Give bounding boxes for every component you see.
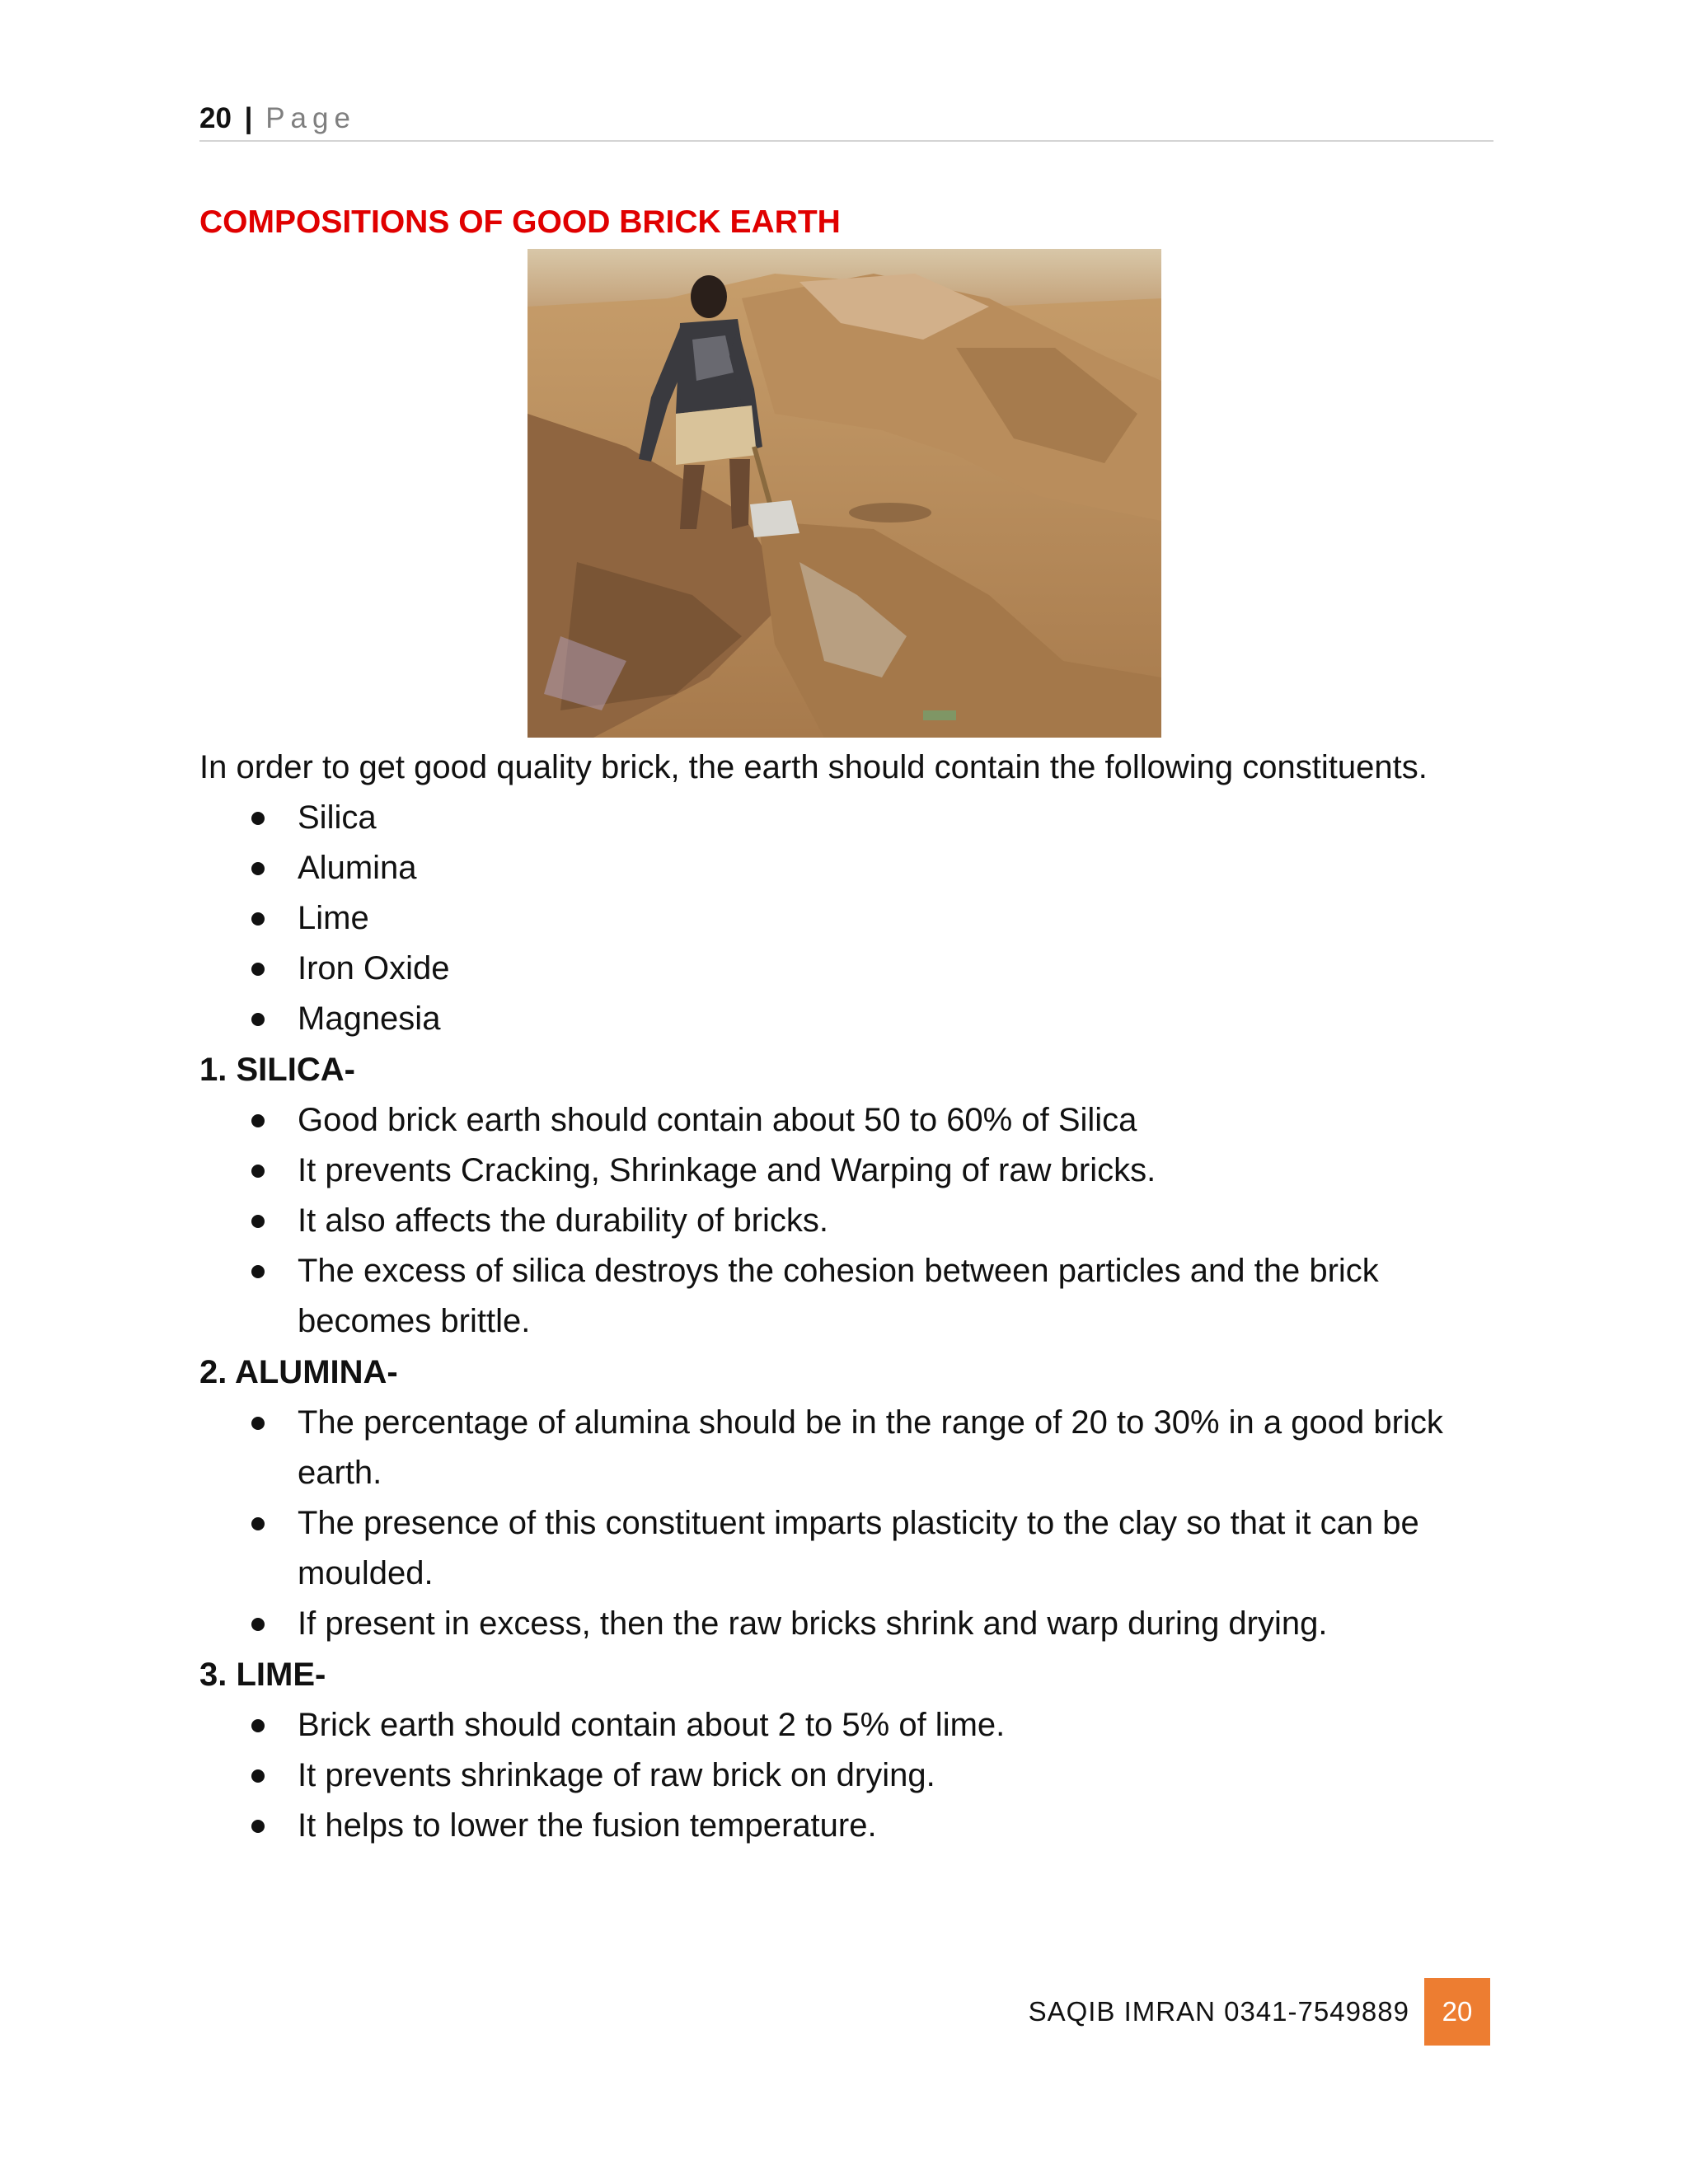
list-item: Iron Oxide [298,944,1485,994]
footer-page-number: 20 [1424,1978,1490,2046]
brick-earth-photo [528,249,1161,738]
page-footer [1029,1978,1490,2046]
silica-list [199,1095,1485,1347]
lime-heading: 3. LIME- [199,1657,326,1693]
silica-heading: 1. SILICA- [199,1052,355,1088]
alumina-heading: 2. ALUMINA- [199,1354,398,1390]
header-separator: | [244,102,253,134]
header-page-number: 20 [199,102,232,134]
list-item: Brick earth should contain about 2 to 5% of lime. [298,1700,1485,1750]
brick-earth-photo-illustration [528,249,1161,738]
footer-author: SAQIB IMRAN 0341-7549889 [1028,1996,1409,2027]
list-item: Good brick earth should contain about 50 to 60% of Silica [298,1095,1485,1146]
list-item: It prevents shrinkage of raw brick on drying. [298,1750,1485,1801]
body-text [199,742,1485,1851]
list-item: It helps to lower the fusion temperature. [298,1801,1485,1851]
list-item: It prevents Cracking, Shrinkage and Warping of raw bricks. [298,1146,1485,1196]
list-item: Silica [298,793,1485,843]
alumina-list [199,1398,1485,1649]
list-item: It also affects the durability of bricks. [298,1196,1485,1246]
lime-list [199,1700,1485,1851]
list-item: The percentage of alumina should be in the range of 20 to 30% in a good brick earth. [298,1398,1485,1498]
list-item: If present in excess, then the raw bricks shrink and warp during drying. [298,1599,1485,1649]
list-item: The excess of silica destroys the cohesion between particles and the brick becomes brittle. [298,1246,1485,1347]
constituents-list [199,793,1485,1044]
header-page-word: Page [265,102,356,134]
page-header [199,97,1493,142]
intro-paragraph: In order to get good quality brick, the earth should contain the following constituents. [199,749,1428,785]
list-item: The presence of this constituent imparts plasticity to the clay so that it can be moulded. [298,1498,1485,1599]
list-item: Lime [298,893,1485,944]
list-item: Alumina [298,843,1485,893]
list-item: Magnesia [298,994,1485,1044]
section-title: COMPOSITIONS OF GOOD BRICK EARTH [199,204,841,240]
